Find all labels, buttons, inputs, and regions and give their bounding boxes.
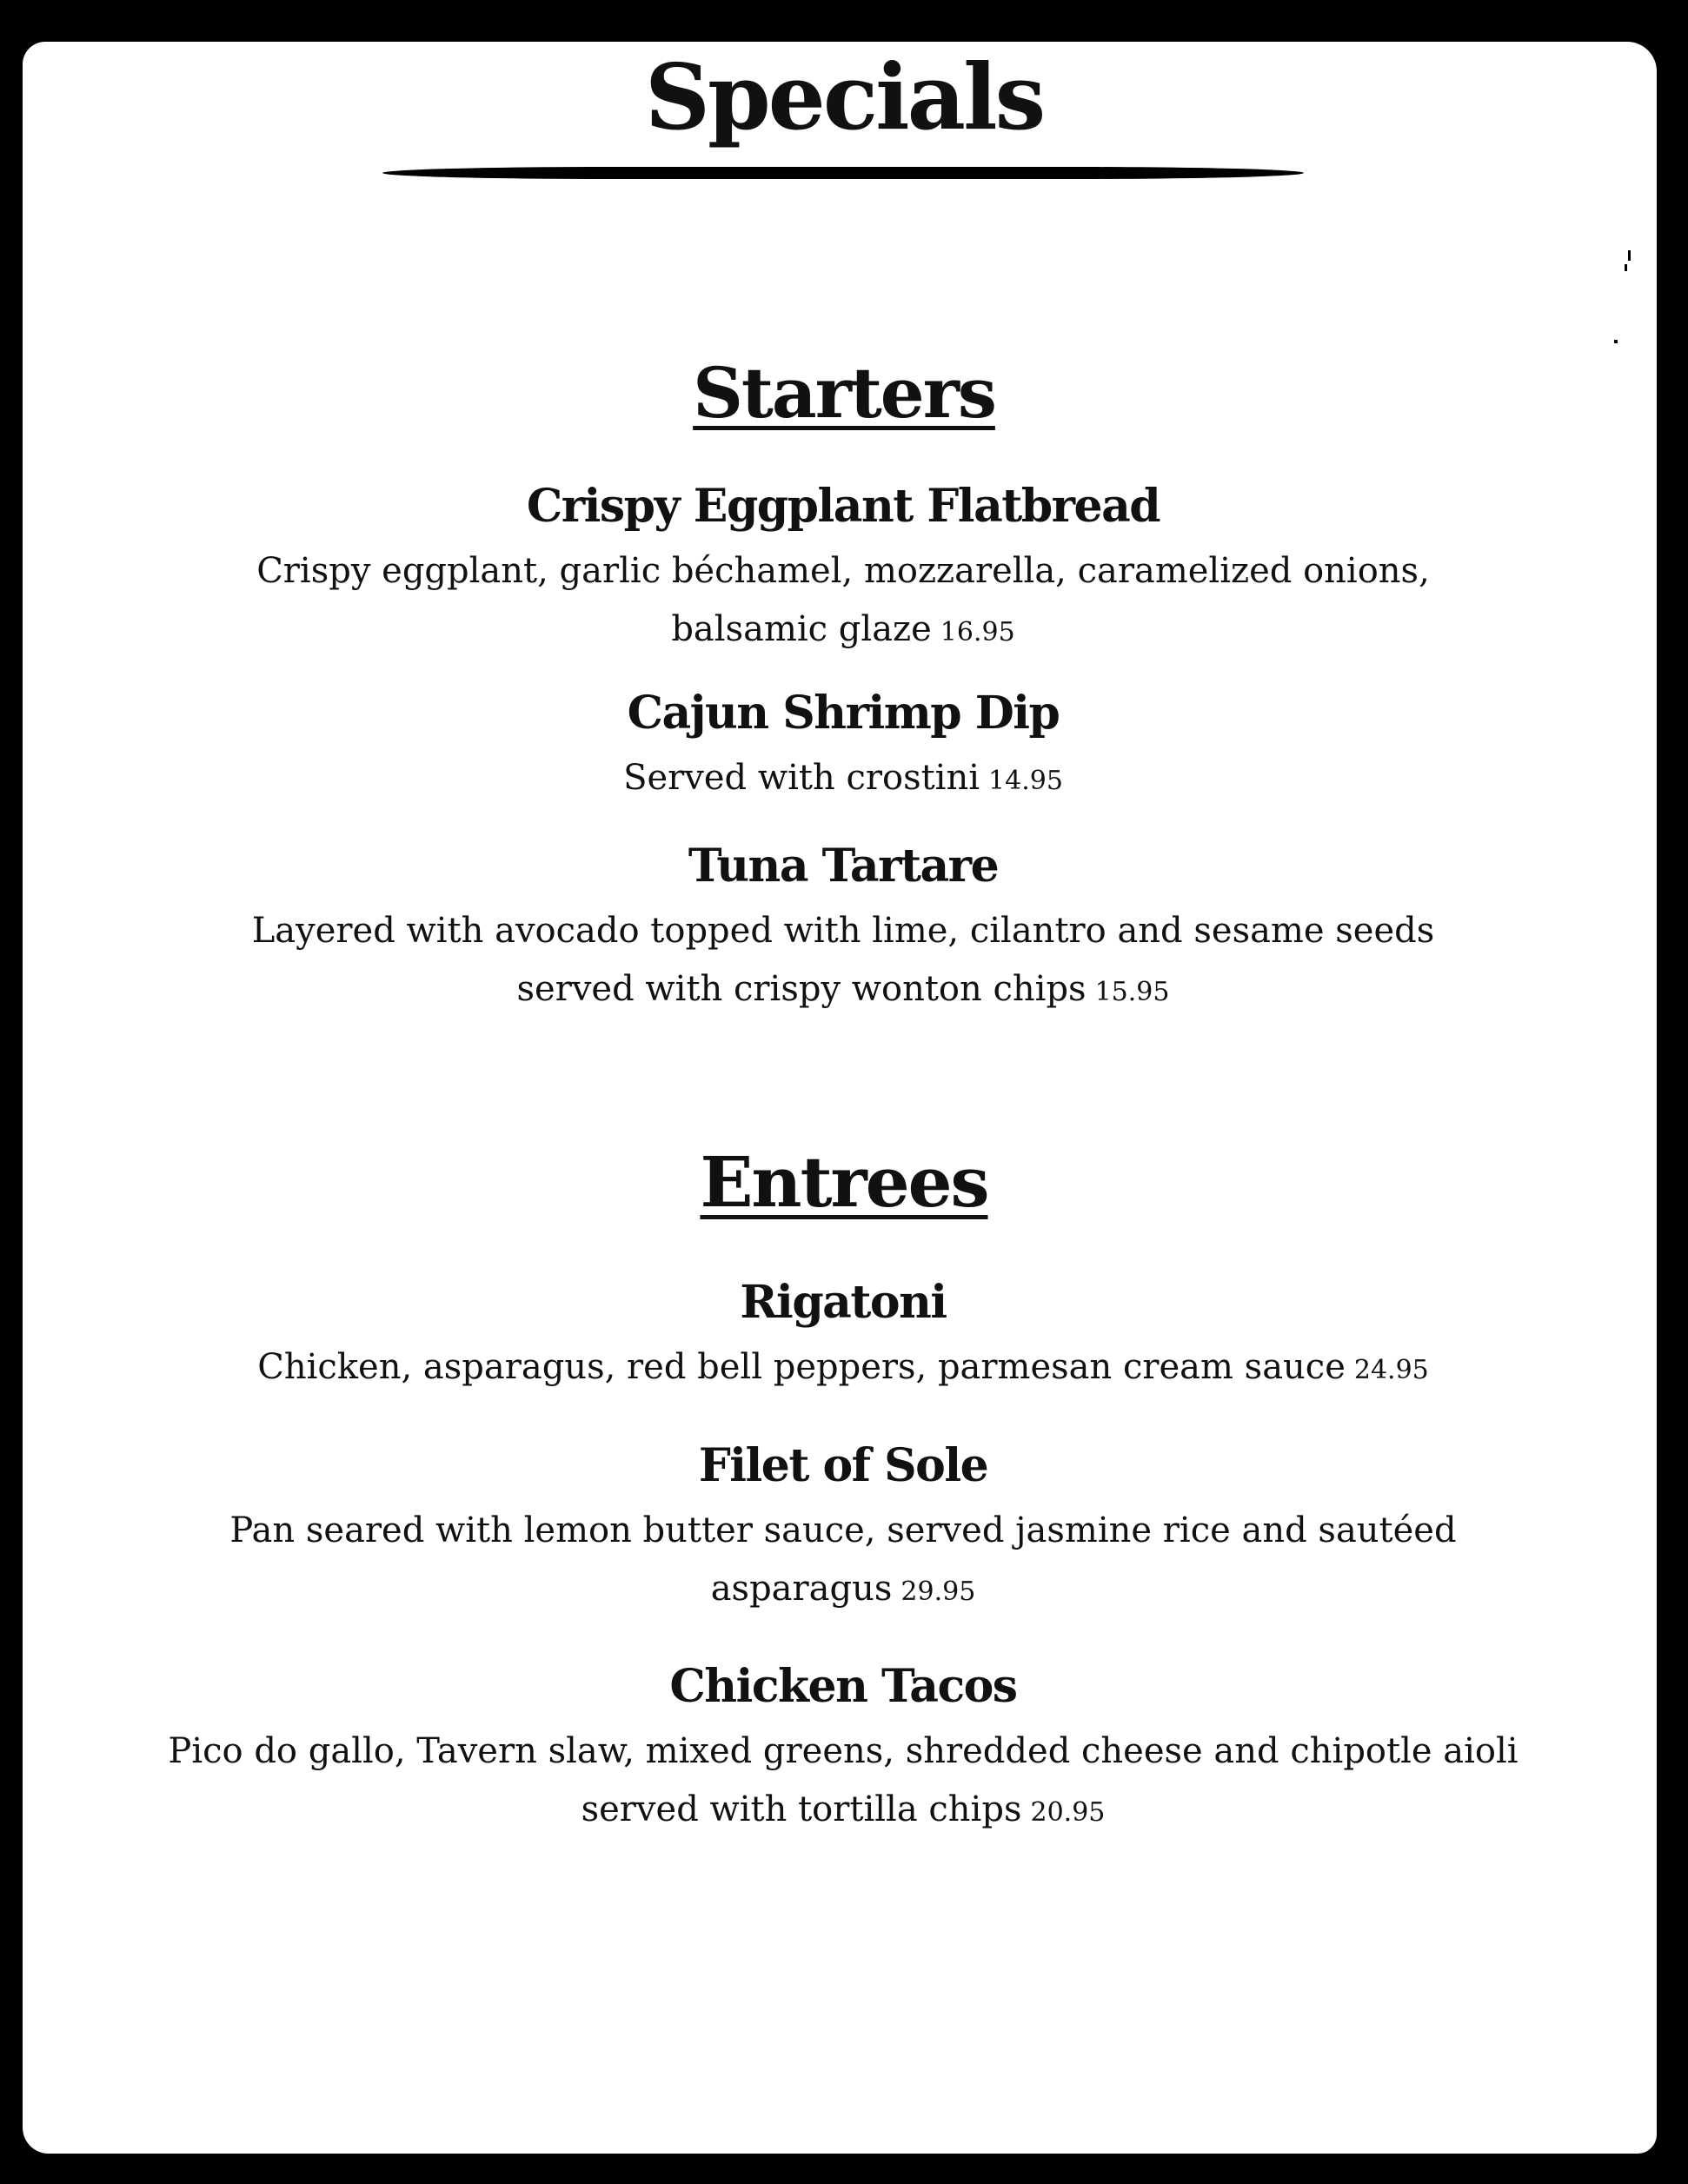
- item-description: [122, 542, 1565, 661]
- description-line: Served with crostini: [623, 758, 980, 799]
- item-description: [122, 749, 1565, 810]
- item-description: [122, 1502, 1565, 1621]
- item-name: Chicken Tacos: [669, 1660, 1017, 1713]
- description-line: Chicken, asparagus, red bell peppers, parmesan cream sauce: [257, 1347, 1346, 1388]
- item-price: 29.95: [900, 1577, 976, 1608]
- description-line: Pico do gallo, Tavern slaw, mixed greens, shredded cheese and chipotle aioli: [168, 1731, 1519, 1772]
- section-title-entrees: Entrees: [700, 1141, 988, 1223]
- item-name: Crispy Eggplant Flatbread: [526, 480, 1160, 533]
- menu-item-tuna-tartare: [122, 840, 1565, 1021]
- item-name: Filet of Sole: [698, 1439, 988, 1492]
- item-price: 24.95: [1353, 1355, 1429, 1386]
- section-title-starters: Starters: [693, 352, 995, 434]
- description-line: served with tortilla chips: [581, 1789, 1022, 1830]
- decorative-speck: [1628, 250, 1631, 261]
- decorative-speck: [1625, 264, 1627, 271]
- title-underline-brush: [382, 167, 1304, 179]
- menu-title: Specials: [644, 43, 1044, 150]
- menu-item-chicken-tacos: [122, 1660, 1565, 1842]
- description-line: Pan seared with lemon butter sauce, served jasmine rice and sautéed: [229, 1510, 1457, 1551]
- description-line: served with crispy wonton chips: [516, 969, 1087, 1010]
- description-line: balsamic glaze: [671, 609, 932, 650]
- item-price: 14.95: [988, 766, 1063, 797]
- description-line: asparagus: [710, 1569, 893, 1610]
- menu-item-filet-of-sole: [122, 1439, 1565, 1621]
- menu-item-crispy-eggplant-flatbread: [122, 480, 1565, 661]
- item-price: 20.95: [1030, 1797, 1106, 1829]
- menu-item-cajun-shrimp-dip: [122, 687, 1565, 810]
- menu-item-rigatoni: [122, 1276, 1565, 1399]
- item-description: [122, 1723, 1565, 1842]
- item-price: 16.95: [940, 617, 1015, 648]
- item-description: [122, 902, 1565, 1021]
- description-line: Crispy eggplant, garlic béchamel, mozzarella, caramelized onions,: [256, 551, 1430, 592]
- item-description: [122, 1338, 1565, 1399]
- item-name: Cajun Shrimp Dip: [627, 687, 1060, 740]
- description-line: Layered with avocado topped with lime, cilantro and sesame seeds: [251, 911, 1435, 952]
- decorative-speck: [1614, 340, 1618, 343]
- item-price: 15.95: [1094, 977, 1170, 1008]
- item-name: Rigatoni: [740, 1276, 947, 1329]
- item-name: Tuna Tartare: [688, 840, 999, 893]
